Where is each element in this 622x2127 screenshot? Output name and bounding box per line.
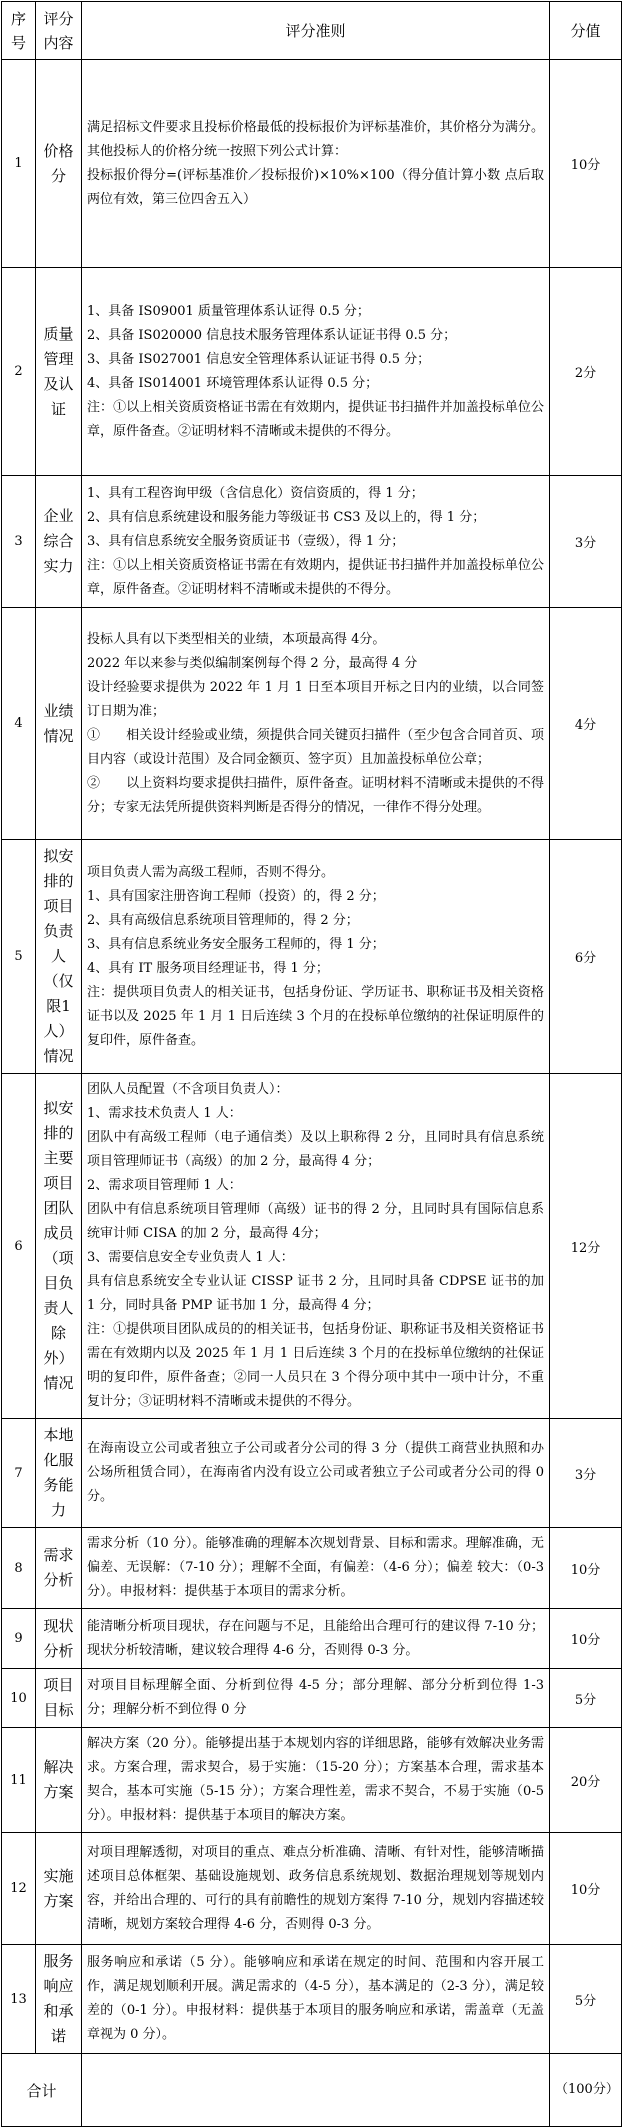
criteria-line: 能清晰分析项目现状，存在问题与不足，且能给出合理可行的建议得 7-10 分；现状分析较清晰，建议较合理得 4-6 分，否则得 0-3 分。 <box>87 1618 544 1658</box>
criteria-line: 团队中有高级工程师（电子通信类）及以上职称得 2 分，且同时具有信息系统项目管理师证书（高级）的加 2 分，最高得 4 分； <box>87 1130 544 1169</box>
row-number: 8 <box>2 1528 36 1609</box>
row-points: 6分 <box>550 840 622 1074</box>
criteria-line: 项目负责人需为高级工程师，否则不得分。 <box>87 864 335 880</box>
total-label: 合计 <box>2 2054 82 2127</box>
row-item: 拟安排的主要项目团队成员（项目负责人除外）情况 <box>36 1074 82 1419</box>
table-row <box>2 1833 622 1945</box>
row-item: 现状分析 <box>36 1609 82 1669</box>
row-item: 服务响应和承诺 <box>36 1945 82 2054</box>
row-number: 5 <box>2 840 36 1074</box>
row-number: 6 <box>2 1074 36 1419</box>
row-item: 本地化服务能力 <box>36 1419 82 1528</box>
row-criteria <box>82 1833 550 1945</box>
criteria-line: 团队中有信息系统项目管理师（高级）证书的得 2 分，且同时具有国际信息系统审计师 CISA 的加 2 分，最高得 4分； <box>87 1202 544 1241</box>
row-criteria <box>82 476 550 608</box>
row-criteria <box>82 1609 550 1669</box>
table-row <box>2 1528 622 1609</box>
criteria-line: 2022 年以来参与类似编制案例每个得 2 分，最高得 4 分 <box>87 655 418 671</box>
row-number: 9 <box>2 1609 36 1669</box>
row-item: 需求分析 <box>36 1528 82 1609</box>
row-points: 10分 <box>550 1528 622 1609</box>
criteria-line: 3、需要信息安全专业负责人 1 人： <box>87 1250 294 1265</box>
criteria-line: 4、具备 IS014001 环境管理体系认证得 0.5 分； <box>87 375 379 391</box>
criteria-line: 团队人员配置（不含项目负责人）： <box>87 1082 289 1097</box>
criteria-line: 1、具有工程咨询甲级（含信息化）资信资质的，得 1 分； <box>87 485 424 501</box>
total-empty-cell <box>82 2054 550 2127</box>
row-criteria <box>82 60 550 268</box>
row-criteria <box>82 1669 550 1728</box>
table-row <box>2 1419 622 1528</box>
criteria-line: 投标人具有以下类型相关的业绩，本项最高得 4分。 <box>87 631 386 647</box>
criteria-line: 1、具有国家注册咨询工程师（投资）的，得 2 分； <box>87 888 385 904</box>
header-item: 评分内容 <box>36 2 82 60</box>
criteria-line: 注：①提供项目团队成员的的相关证书，包括身份证、职称证书及相关资格证书需在有效期内以及 2025 年 1 月 1 日后连续 3 个月的在投标单位缴纳的社保证明的复印件，原件备查；②同一人员只在 3 个得分项中其中一项中计分，不重复计分；③证明材料不清晰或未提供的不得分。 <box>87 1322 544 1409</box>
table-row <box>2 476 622 608</box>
row-number: 13 <box>2 1945 36 2054</box>
row-item: 质量管理及认证 <box>36 268 82 476</box>
row-criteria <box>82 1528 550 1609</box>
header-points: 分值 <box>550 2 622 60</box>
criteria-line: 解决方案（20 分）。能够提出基于本规划内容的详细思路，能够有效解决业务需求。方案合理，需求契合，易于实施：（15-20 分）；方案基本合理，需求基本契合，基本可实施（5-15 分）；方案合理性差，需求不契合，不易于实施（0-5 分）。申报材料：提供基于本项目的解决方案。 <box>87 1736 544 1823</box>
row-criteria <box>82 1945 550 2054</box>
criteria-line: 对项目目标理解全面、分析到位得 4-5 分；部分理解、部分分析到位得 1-3 分；理解分析不到位得 0 分 <box>87 1678 544 1717</box>
criteria-line: 注：①以上相关资质资格证书需在有效期内，提供证书扫描件并加盖投标单位公章，原件备查。②证明材料不清晰或未提供的不得分。 <box>87 399 544 439</box>
criteria-line: 需求分析（10 分）。能够准确的理解本次规划背景、目标和需求。理解准确，无偏差、无误解：（7-10 分）；理解不全面，有偏差：（4-6 分）；偏差 较大：（0-3 分）。申报材料：提供基于本项目的需求分析。 <box>87 1536 544 1599</box>
row-item: 项目目标 <box>36 1669 82 1728</box>
row-item: 实施方案 <box>36 1833 82 1945</box>
criteria-line: 3、具有信息系统安全服务资质证书（壹级），得 1 分； <box>87 533 405 549</box>
row-criteria <box>82 1074 550 1419</box>
row-criteria <box>82 608 550 840</box>
criteria-line: 3、具有信息系统业务安全服务工程师的，得 1 分； <box>87 936 385 952</box>
row-points: 5分 <box>550 1945 622 2054</box>
row-criteria <box>82 840 550 1074</box>
row-item: 业绩情况 <box>36 608 82 840</box>
criteria-line: 对项目理解透彻，对项目的重点、难点分析准确、清晰、有针对性，能够清晰描述项目总体框架、基础设施规划、政务信息系统规划、数据治理规划等规划内容，并给出合理的、可行的具有前瞻性的规划方案得 7-10 分，规划内容描述较清晰，规划方案较合理得 4-6 分，否则得 0-3 分。 <box>87 1844 544 1932</box>
row-points: 3分 <box>550 1419 622 1528</box>
criteria-line: ① 相关设计经验或业绩，须提供合同关键页扫描件（至少包含合同首页、项目内容（或设计范围）及合同金额页、签字页）且加盖投标单位公章； <box>87 727 544 767</box>
table-row <box>2 1074 622 1419</box>
criteria-line: 在海南设立公司或者独立子公司或者分公司的得 3 分（提供工商营业执照和办公场所租赁合同），在海南省内没有设立公司或者独立子公司或者分公司的得 0 分。 <box>87 1441 544 1504</box>
row-criteria <box>82 268 550 476</box>
table-row <box>2 268 622 476</box>
table-row <box>2 608 622 840</box>
criteria-line: 注：提供项目负责人的相关证书，包括身份证、学历证书、职称证书及相关资格证书以及 2025 年 1 月 1 日后连续 3 个月的在投标单位缴纳的社保证明原件的复印件，原件备查。 <box>87 984 544 1048</box>
row-item: 价格分 <box>36 60 82 268</box>
table-row <box>2 840 622 1074</box>
table-row <box>2 60 622 268</box>
row-item: 拟安排的项目负责人（仅限1人）情况 <box>36 840 82 1074</box>
row-points: 3分 <box>550 476 622 608</box>
scoring-table <box>1 1 622 2127</box>
criteria-line: ② 以上资料均要求提供扫描件，原件备查。证明材料不清晰或未提供的不得分；专家无法凭所提供资料判断是否得分的情况，一律作不得分处理。 <box>87 775 544 815</box>
row-points: 5分 <box>550 1669 622 1728</box>
header-no: 序号 <box>2 2 36 60</box>
criteria-line: 投标报价得分=(评标基准价／投标报价)×10%×100（得分值计算小数 点后取两位有效，第三位四舍五入） <box>87 167 544 207</box>
total-row <box>2 2054 622 2127</box>
row-points: 12分 <box>550 1074 622 1419</box>
criteria-line: 满足招标文件要求且投标价格最低的投标报价为评标基准价，其价格分为满分。其他投标人的价格分统一按照下列公式计算： <box>87 119 544 159</box>
criteria-line: 1、具备 IS09001 质量管理体系认证得 0.5 分； <box>87 303 370 319</box>
row-criteria <box>82 1419 550 1528</box>
row-points: 2分 <box>550 268 622 476</box>
total-points: （100分） <box>550 2054 622 2127</box>
criteria-line: 2、需求项目管理师 1 人： <box>87 1178 242 1193</box>
row-number: 4 <box>2 608 36 840</box>
table-header-row <box>2 2 622 60</box>
criteria-line: 2、具备 IS020000 信息技术服务管理体系认证证书得 0.5 分； <box>87 327 457 343</box>
row-number: 2 <box>2 268 36 476</box>
table-body <box>2 60 622 2054</box>
table-row <box>2 1609 622 1669</box>
row-points: 4分 <box>550 608 622 840</box>
table-row <box>2 1728 622 1833</box>
criteria-line: 服务响应和承诺（5 分）。能够响应和承诺在规定的时间、范围和内容开展工作，满足规划顺利开展。满足需求的（4-5 分），基本满足的（2-3 分），满足较差的（0-1 分）。申报材料：提供基于本项目的服务响应和承诺，需盖章（无盖章视为 0 分）。 <box>87 1955 544 2042</box>
criteria-line: 注：①以上相关资质资格证书需在有效期内，提供证书扫描件并加盖投标单位公章，原件备查。②证明材料不清晰或未提供的不得分。 <box>87 557 544 597</box>
criteria-line: 2、具有信息系统建设和服务能力等级证书 CS3 及以上的，得 1 分； <box>87 509 486 525</box>
row-number: 11 <box>2 1728 36 1833</box>
row-number: 7 <box>2 1419 36 1528</box>
criteria-line: 具有信息系统安全专业认证 CISSP 证书 2 分，且同时具备 CDPSE 证书的加 1 分，同时具备 PMP 证书加 1 分，最高得 4 分； <box>87 1274 544 1313</box>
row-number: 3 <box>2 476 36 608</box>
row-points: 10分 <box>550 60 622 268</box>
table-row <box>2 1945 622 2054</box>
row-points: 10分 <box>550 1833 622 1945</box>
row-item: 解决方案 <box>36 1728 82 1833</box>
row-points: 20分 <box>550 1728 622 1833</box>
criteria-line: 3、具备 IS027001 信息安全管理体系认证证书得 0.5 分； <box>87 351 431 367</box>
row-number: 10 <box>2 1669 36 1728</box>
row-number: 1 <box>2 60 36 268</box>
row-criteria <box>82 1728 550 1833</box>
table-row <box>2 1669 622 1728</box>
header-criteria: 评分准则 <box>82 2 550 60</box>
row-item: 企业综合实力 <box>36 476 82 608</box>
row-points: 10分 <box>550 1609 622 1669</box>
row-number: 12 <box>2 1833 36 1945</box>
criteria-line: 4、具有 IT 服务项目经理证书，得 1 分； <box>87 960 329 976</box>
criteria-line: 1、需求技术负责人 1 人： <box>87 1106 242 1121</box>
criteria-line: 2、具有高级信息系统项目管理师的，得 2 分； <box>87 912 359 928</box>
criteria-line: 设计经验要求提供为 2022 年 1 月 1 日至本项目开标之日内的业绩，以合同签订日期为准； <box>87 679 544 719</box>
